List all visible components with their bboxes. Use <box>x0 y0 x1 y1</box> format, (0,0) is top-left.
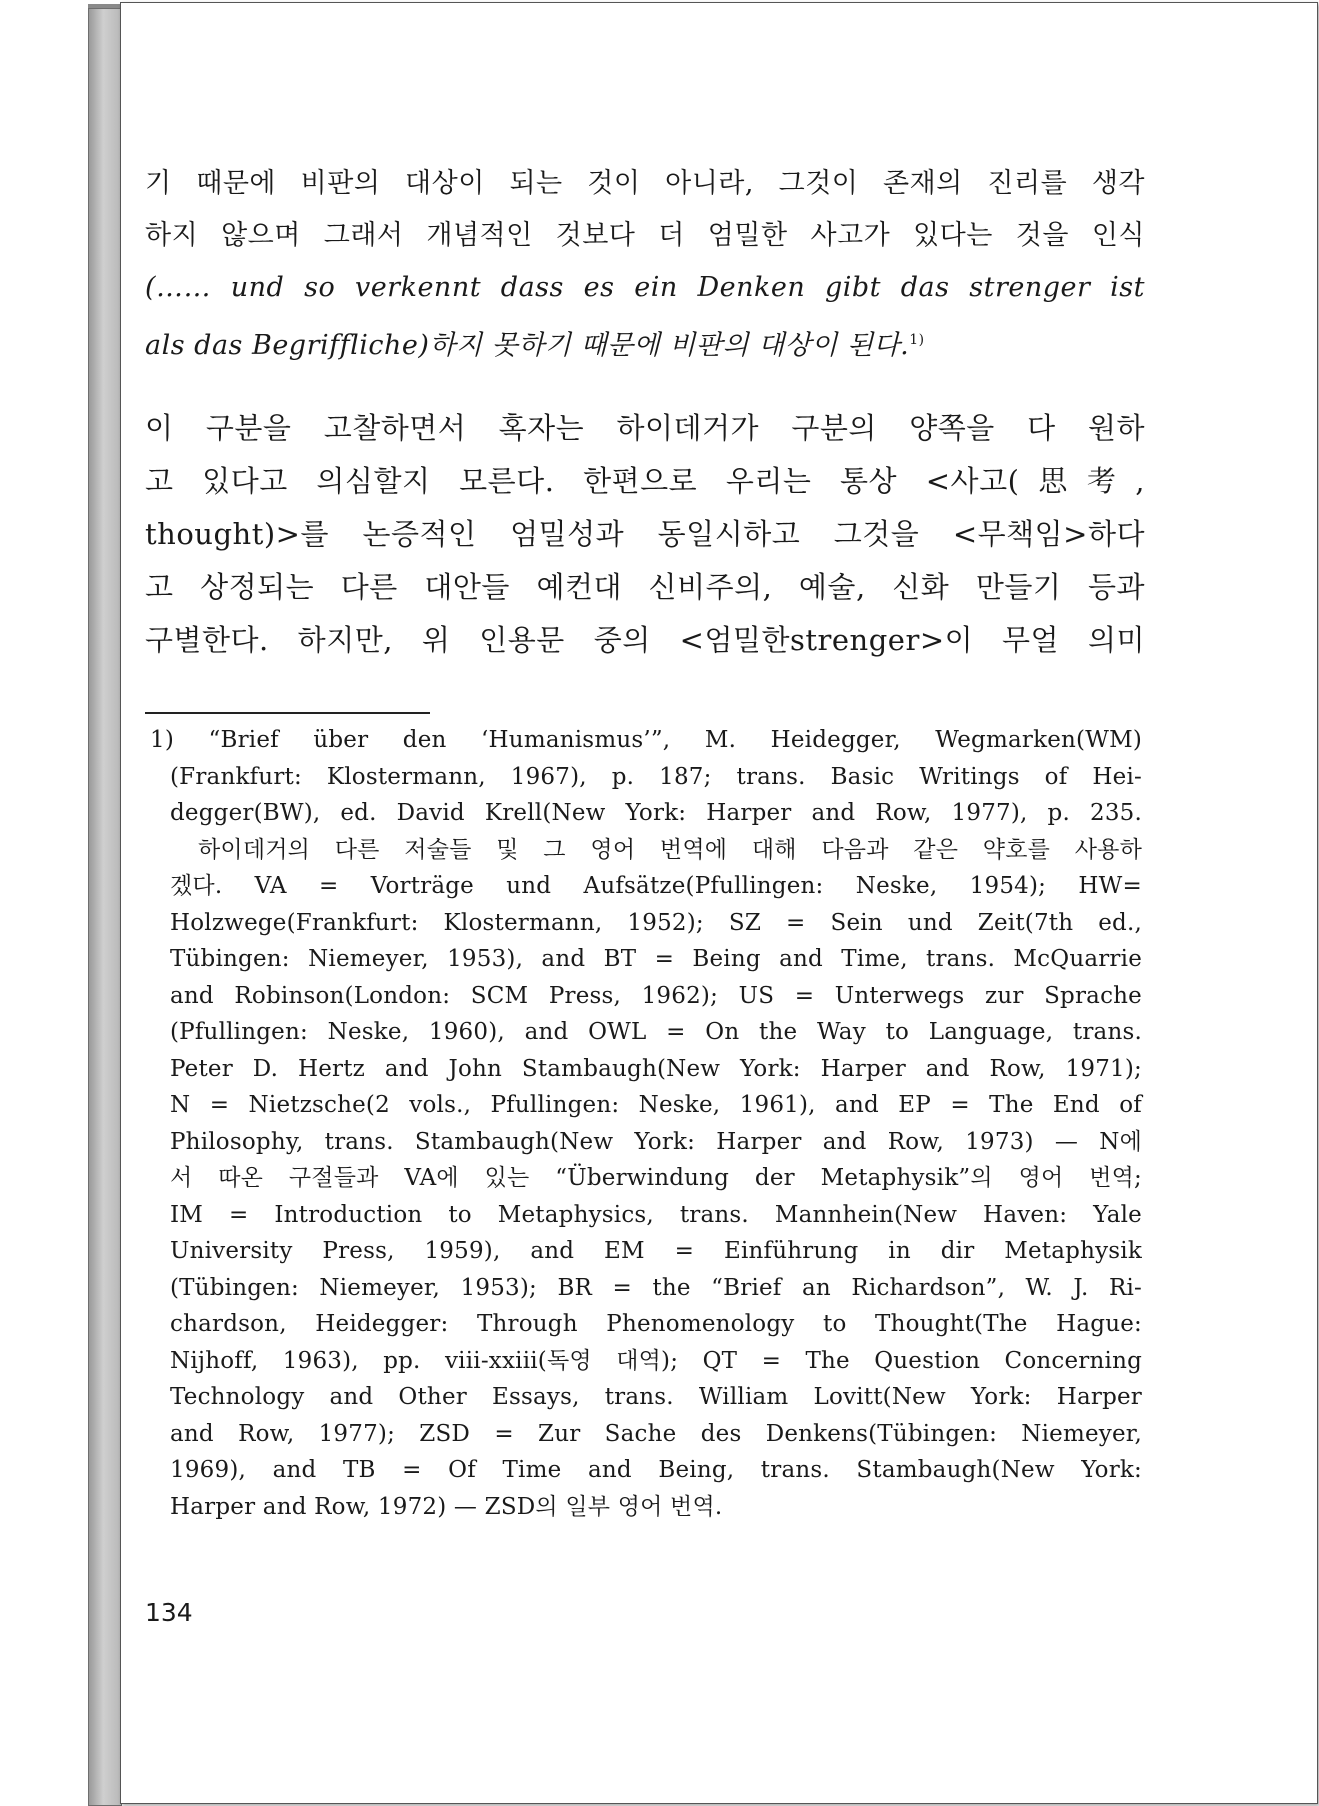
footnote-line: and Row, 1977); ZSD = Zur Sache des Denkens(Tübingen: Niemeyer, <box>170 1420 1142 1447</box>
footnote-line: Technology and Other Essays, trans. William Lovitt(New York: Harper <box>170 1384 1142 1410</box>
footnote-line: Peter D. Hertz and John Stambaugh(New York: Harper and Row, 1971); <box>170 1055 1142 1082</box>
paragraph-1-line: (…… und so verkennt dass es ein Denken gibt das strenger ist <box>145 272 1145 303</box>
page-number: 134 <box>145 1598 193 1627</box>
footnote-line: 겠다. VA = Vorträge und Aufsätze(Pfullingen: Neske, 1954); HW= <box>170 873 1142 899</box>
book-spine <box>88 8 122 1806</box>
footnote-line: 1969), and TB = Of Time and Being, trans. Stambaugh(New York: <box>170 1457 1142 1483</box>
footnote-line: IM = Introduction to Metaphysics, trans. Mannhein(New Haven: Yale <box>170 1201 1142 1228</box>
paragraph-2-line: thought)>를 논증적인 엄밀성과 동일시하고 그것을 <무책임>하다 <box>145 517 1145 551</box>
paragraph-2-line: 고 있다고 의심할지 모른다. 한편으로 우리는 통상 <사고(思考, <box>145 464 1145 498</box>
paragraph-1-line-text: als das Begriffliche)하지 못하기 때문에 비판의 대상이 된다. <box>145 330 910 361</box>
footnote-line: 서 따온 구절들과 VA에 있는 “Überwindung der Metaphysik”의 영어 번역; <box>170 1165 1142 1191</box>
footnote-line: and Robinson(London: SCM Press, 1962); US = Unterwegs zur Sprache <box>170 982 1142 1009</box>
paragraph-2-line: 이 구분을 고찰하면서 혹자는 하이데거가 구분의 양쪽을 다 원하 <box>145 411 1145 445</box>
footnote <box>150 722 1142 1525</box>
paragraph-1-line: 하지 않으며 그래서 개념적인 것보다 더 엄밀한 사고가 있다는 것을 인식 <box>145 220 1145 251</box>
footnote-line: Harper and Row, 1972) — ZSD의 일부 영어 번역. <box>170 1493 723 1520</box>
footnote-line: Nijhoff, 1963), pp. viii-xxiii(독영 대역); QT = The Question Concerning <box>170 1347 1142 1374</box>
paragraph-2 <box>145 402 1145 667</box>
footnote-marker: 1) <box>909 332 925 348</box>
footnote-line: chardson, Heidegger: Through Phenomenology to Thought(The Hague: <box>170 1311 1142 1337</box>
paragraph-1-line: 기 때문에 비판의 대상이 되는 것이 아니라, 그것이 존재의 진리를 생각 <box>145 168 1145 199</box>
footnote-line: Philosophy, trans. Stambaugh(New York: Harper and Row, 1973) — N에 <box>170 1128 1142 1155</box>
footnote-divider <box>145 712 430 714</box>
footnote-line: (Pfullingen: Neske, 1960), and OWL = On the Way to Language, trans. <box>170 1019 1142 1045</box>
paragraph-1-last-line <box>145 314 1145 372</box>
footnote-line: degger(BW), ed. David Krell(New York: Harper and Row, 1977), p. 235. <box>170 800 1142 826</box>
paragraph-2-line: 고 상정되는 다른 대안들 예컨대 신비주의, 예술, 신화 만들기 등과 <box>145 570 1145 604</box>
paragraph-1 <box>145 158 1145 372</box>
footnote-line: (Frankfurt: Klostermann, 1967), p. 187; trans. Basic Writings of Hei- <box>170 763 1142 790</box>
footnote-line: Tübingen: Niemeyer, 1953), and BT = Being and Time, trans. McQuarrie <box>170 946 1142 972</box>
footnote-line: Holzwege(Frankfurt: Klostermann, 1952); SZ = Sein und Zeit(7th ed., <box>170 909 1142 936</box>
footnote-line: University Press, 1959), and EM = Einführung in dir Metaphysik <box>170 1238 1142 1264</box>
footnote-line: 1) “Brief über den ‘Humanismus’”, M. Heidegger, Wegmarken(WM) <box>150 727 1142 753</box>
footnote-line: 하이데거의 다른 저술들 및 그 영어 번역에 대해 다음과 같은 약호를 사용하 <box>198 836 1142 863</box>
footnote-line: (Tübingen: Niemeyer, 1953); BR = the “Brief an Richardson”, W. J. Ri- <box>170 1274 1142 1301</box>
paragraph-2-line: 구별한다. 하지만, 위 인용문 중의 <엄밀한strenger>이 무얼 의미 <box>145 623 1145 657</box>
footnote-line: N = Nietzsche(2 vols., Pfullingen: Neske, 1961), and EP = The End of <box>170 1092 1142 1118</box>
